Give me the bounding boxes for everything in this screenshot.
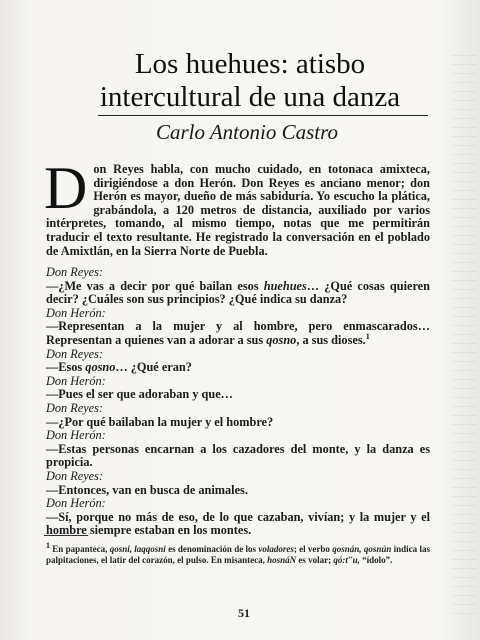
footnote-number: 1 (46, 541, 50, 550)
dialogue-line: —Pues el ser que adoraban y que… (46, 387, 233, 402)
article-title-line-1: Los huehues: atisbo (134, 48, 366, 80)
article-title-line-2: intercultural de una danza (99, 81, 401, 113)
footnote-ref: 1 (365, 331, 370, 341)
speaker-label: Don Reyes: (46, 346, 104, 361)
dialogue-line: —Esos qosno… ¿Qué eran? (46, 360, 192, 375)
speaker-label: Don Herón: (46, 373, 106, 388)
intro-text: on Reyes habla, con mucho cuidado, en totonaca amixteca, dirigiéndose a don Herón. Don Reyes es anciano menor; don Herón es mayor, dueño de más sabiduría. Yo escucho la plática, grabándola, a 120 metros de distancia, auxiliado por varios intérpretes, tomando, al mismo tiempo, notas que me permitirán traducir el texto resultante. He registrado la conversación en el poblado de Amixtlán, en la Sierra Norte de Puebla. (46, 162, 430, 258)
dialogue-line: —Representan a la mujer y al hombre, pero enmascarados… Representan a quienes van a adorar a sus qosno, a sus dioses.$^1$ (46, 319, 430, 347)
term-qosno: qosno (85, 360, 116, 375)
dialogue-line: —Estas personas encarnan a los cazadores del monte, y la danza es propicia. (46, 441, 430, 470)
dialogue-line: —Entonces, van en busca de animales. (46, 482, 248, 497)
page-number: 51 (238, 606, 250, 620)
dialogue (46, 266, 430, 538)
intro-paragraph (44, 155, 430, 258)
drop-cap: D (44, 155, 88, 221)
title-rule (98, 115, 428, 116)
speaker-label: Don Reyes: (46, 468, 104, 483)
dialogue-line: —¿Me vas a decir por qué bailan esos huehues… ¿Qué cosas quieren decir? ¿Cuáles son sus principios? ¿Qué indica su danza? (46, 278, 430, 307)
term-huehues: huehues (263, 278, 307, 293)
term-qosno: qosno (266, 332, 297, 347)
speaker-label: Don Herón: (46, 305, 106, 320)
footnote: $^1$ En papanteca, qosni, laqqosni es denominación de los voladores; el verbo qosnán, qosnún indica las palpitaciones, el latir del corazón, el pulso. En misanteca, hosnáN es volar; qó:ť'u, “ídolo”. (46, 541, 430, 565)
author-name: Carlo Antonio Castro (155, 120, 339, 144)
speaker-label: Don Herón: (46, 496, 106, 511)
speaker-label: Don Reyes: (46, 265, 104, 279)
dialogue-line: —Sí, porque no más de eso, de lo que cazaban, vivían; y la mujer y el hombre siempre estaban en los montes. (46, 509, 430, 538)
footnote-rule (44, 535, 88, 536)
speaker-label: Don Herón: (46, 428, 106, 443)
speaker-label: Don Reyes: (46, 400, 104, 415)
dialogue-line: —¿Por qué bailaban la mujer y el hombre? (46, 414, 274, 429)
